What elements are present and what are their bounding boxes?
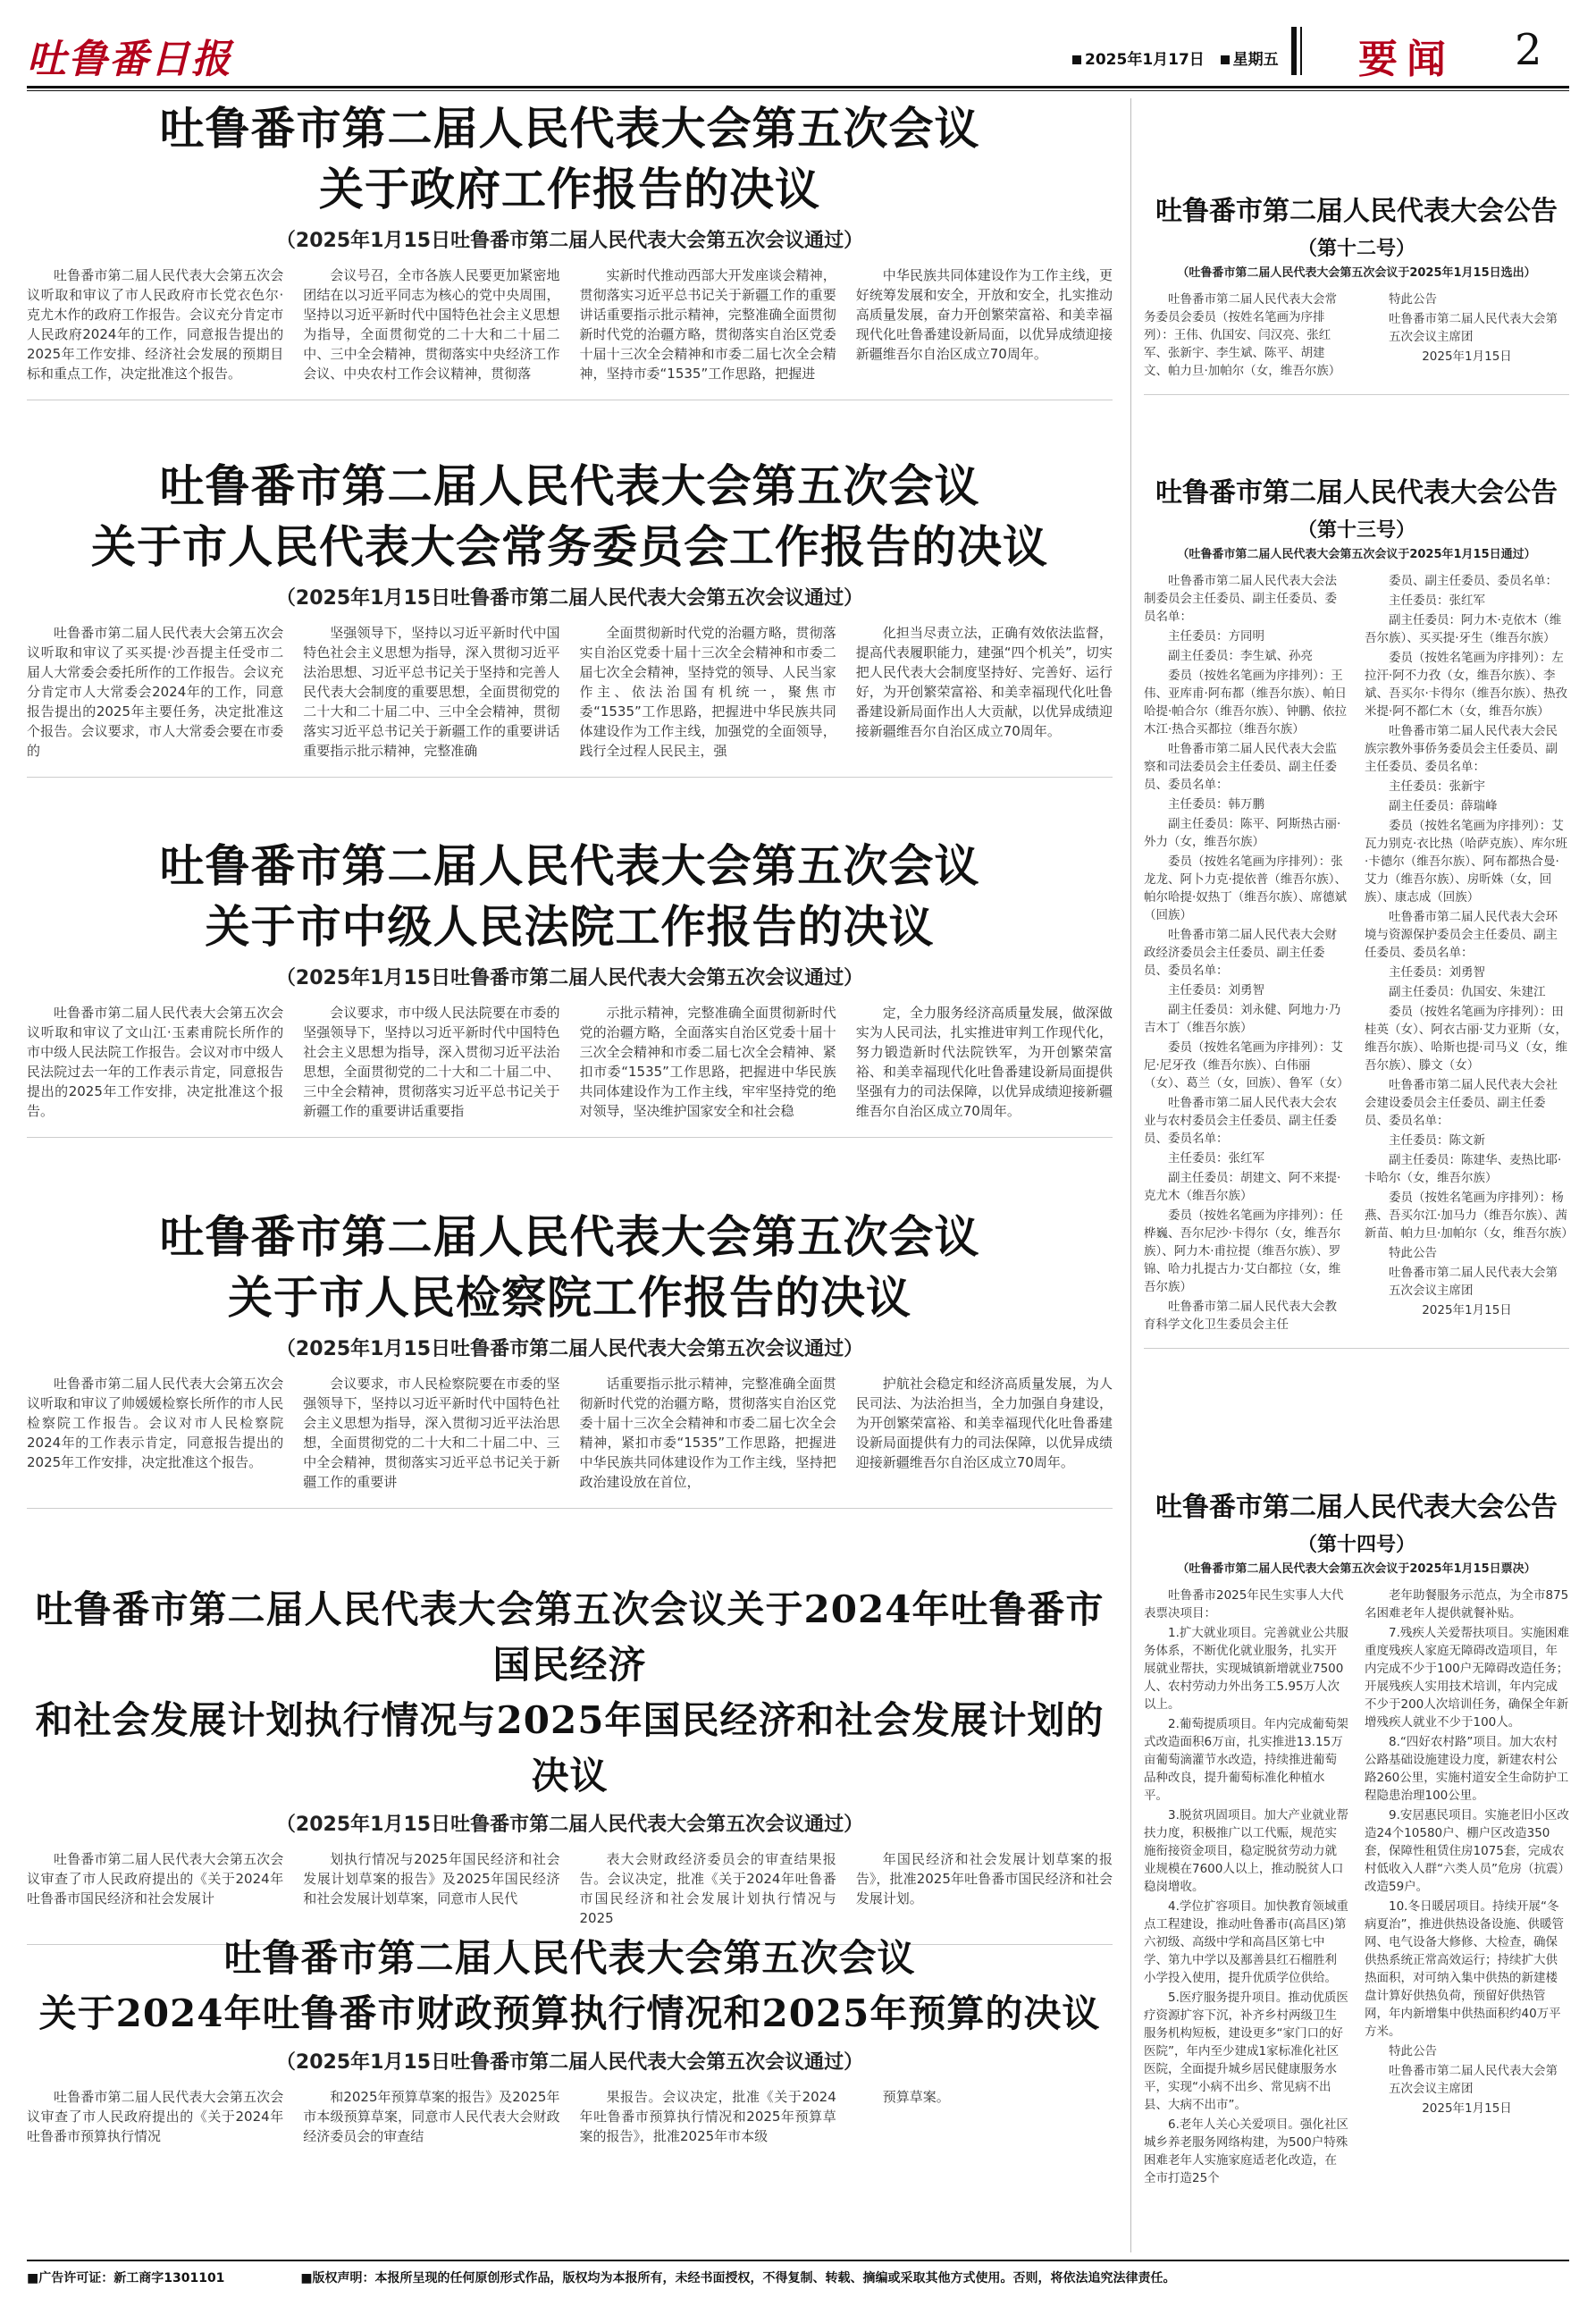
announcement-note: （吐鲁番市第二届人民代表大会第五次会议于2025年1月15日票决） xyxy=(1177,1562,1536,1576)
announcement-text: 5.医疗服务提升项目。推动优质医疗资源扩容下沉，补齐乡村两级卫生服务机构短板，建设更多“家门口的好医院”，年内至少建成1家标准化社区医院，全面提升城乡居民健康服务水平，实现“小病不出乡、常见病不出县、大病不出市”。 xyxy=(1144,1991,1348,2112)
announcement-text: 老年助餐服务示范点，为全市875名困难老年人提供就餐补贴。 xyxy=(1365,1588,1569,1620)
announcement-text: 6.老年人关心关爱项目。强化社区城乡养老服务网络构建，为500户特殊困难老年人实施家庭适老化改造，在全市打造25个 xyxy=(1144,2117,1348,2185)
article-body xyxy=(27,623,1113,761)
announcement-text: 吐鲁番市2025年民生实事人大代表票决项目： xyxy=(1144,1588,1344,1620)
paragraph: 吐鲁番市第二届人民代表大会第五次会议听取和审议了文山江·玉素甫院长所作的市中级人民法院工作报告。会议对市中级人民法院过去一年的工作表示肯定，同意报告提出的2025年工作安排，决定批准这个报告。 xyxy=(27,1005,284,1119)
announcement-text: 吐鲁番市第二届人民代表大会财政经济委员会主任委员、副主任委员、委员名单： xyxy=(1144,928,1337,978)
title-line: 关于市中级人民法院工作报告的决议 xyxy=(205,900,935,953)
announcement-text: 8.“四好农村路”项目。加大农村公路基础设施建设力度，新建农村公路260公里，实施村道安全生命防护工程隐患治理100公里。 xyxy=(1365,1735,1569,1803)
announcement-text: 吐鲁番市第二届人民代表大会监察和司法委员会主任委员、副主任委员、委员名单： xyxy=(1144,742,1337,792)
announcement-text: 特此公告 xyxy=(1389,1246,1437,1260)
announcement-text: 委员（按姓名笔画为序排列）：杨燕、吾买尔江·加马力（维吾尔族）、茜新苗、帕力旦·加帕尔（女，维吾尔族） xyxy=(1365,1191,1574,1241)
announcement-text: 委员（按姓名笔画为序排列）：艾瓦力别克·衣比热（哈萨克族）、库尔班·卡德尔（维吾尔族）、阿布都热合曼·艾力（维吾尔族）、房昕姝（女，回族）、康志成（回族） xyxy=(1365,819,1568,905)
masthead-divider-thin xyxy=(1300,27,1302,75)
ad-license: ■广告许可证：新工商字1301101 xyxy=(27,2271,225,2286)
announcement-text: 特此公告 xyxy=(1389,2044,1437,2058)
article-separator xyxy=(27,1137,1113,1138)
article-separator xyxy=(27,777,1113,778)
title-line: 吐鲁番市第二届人民代表大会第五次会议 xyxy=(159,459,980,512)
paragraph: 会议要求，市人民检察院要在市委的坚强领导下，坚持以习近平新时代中国特色社会主义思想为指导，深入贯彻习近平法治思想，全面贯彻党的二十大和二十届二中、三中全会精神，贯彻落实习近平总书记关于新疆工作的重要讲 xyxy=(303,1376,560,1490)
announcement-text: 主任委员：刘勇智 xyxy=(1168,983,1264,998)
issue-date xyxy=(1072,46,1279,69)
announcement-col-right xyxy=(1365,572,1574,1335)
article-body xyxy=(27,1849,1113,1928)
paragraph: 中华民族共同体建设作为工作主线，更好统筹发展和安全，开放和安全，扎实推动高质量发展，奋力开创繁荣富裕、和美幸福现代化吐鲁番建设新局面，以优异成绩迎接新疆维吾尔自治区成立70周年。 xyxy=(855,267,1113,362)
article-subtitle: （2025年1月15日吐鲁番市第二届人民代表大会第五次会议通过） xyxy=(275,1814,864,1836)
announcement-col-left xyxy=(1144,1587,1348,2189)
announcement-text: 主任委员：张红军 xyxy=(1168,1151,1264,1166)
article-title xyxy=(27,1931,1113,2041)
announcement-text: 吐鲁番市第二届人民代表大会环境与资源保护委员会主任委员、副主任委员、委员名单： xyxy=(1365,910,1558,960)
announcement-text: 委员（按姓名笔画为序排列）：任桦巍、吾尔尼沙·卡得尔（女，维吾尔族）、阿力木·甫拉提（维吾尔族）、罗锦、哈力扎提古力·艾白都拉（女，维吾尔族） xyxy=(1144,1208,1343,1294)
article-gov-report xyxy=(27,98,1113,400)
column-divider xyxy=(1130,98,1131,2252)
masthead-divider xyxy=(1291,27,1297,75)
article-body xyxy=(27,1003,1113,1121)
announcement-text: 委员（按姓名笔画为序排列）：田桂英（女）、阿衣古丽·艾力亚斯（女，维吾尔族）、哈斯也提·司马义（女，维吾尔族）、滕文（女） xyxy=(1365,1005,1568,1073)
article-budget xyxy=(27,1931,1113,2146)
announcement-text: 副主任委员：胡建文、阿不来提·克尤木（维吾尔族） xyxy=(1144,1171,1341,1203)
page-footer xyxy=(27,2260,1569,2286)
article-title xyxy=(27,98,1113,220)
article-title xyxy=(27,1207,1113,1328)
article-economic-plan xyxy=(27,1582,1113,1945)
announcement-title: 吐鲁番市第二届人民代表大会公告 xyxy=(1155,477,1558,509)
paragraph: 吐鲁番市第二届人民代表大会第五次会议听取和审议了市人民政府市长党衣色尔·克尤木作的政府工作报告。会议充分肯定市人民政府2024年的工作，同意报告提出的2025年工作安排、经济社会发展的预期目标和重点工作，决定批准这个报告。 xyxy=(27,267,284,382)
announcement-separator xyxy=(1144,1348,1569,1349)
announcement-text: 3.脱贫巩固项目。加大产业就业帮扶力度，积极推广以工代赈，规范实施衔接资金项目，稳定脱贫劳动力就业规模在7600人以上，推动脱贫人口稳岗增收。 xyxy=(1144,1808,1348,1894)
announcement-text: 吐鲁番市第二届人民代表大会教育科学文化卫生委员会主任 xyxy=(1144,1300,1337,1332)
top-rule xyxy=(27,86,1569,88)
announcement-text: 吐鲁番市第二届人民代表大会常务委员会委员（按姓名笔画为序排列）：王伟、仇国安、闫汉亮、张红军、张新宇、李生斌、陈平、胡建文、帕力旦·加帕尔（女，维吾尔族） xyxy=(1144,292,1341,378)
article-body xyxy=(27,2087,1113,2146)
paragraph: 护航社会稳定和经济高质量发展，为人民司法、为法治担当，全力加强自身建设，为开创繁荣富裕、和美幸福现代化吐鲁番建设新局面提供有力的司法保障，以优异成绩迎接新疆维吾尔自治区成立70周年。 xyxy=(855,1376,1113,1470)
announcement-text: 特此公告 xyxy=(1389,292,1437,307)
announcement-col-left xyxy=(1144,572,1348,1335)
article-title xyxy=(27,836,1113,957)
announcement-text: 7.残疾人关爱帮扶项目。实施困难重度残疾人家庭无障碍改造项目，年内完成不少于100户无障碍改造任务；开展残疾人实用技术培训，年内完成不少于200人次培训任务，确保全年新增残疾人就业不少于100人。 xyxy=(1365,1626,1569,1730)
announcement-number: （第十二号） xyxy=(1297,238,1415,260)
announcement-text: 吐鲁番市第二届人民代表大会社会建设委员会主任委员、副主任委员、委员名单： xyxy=(1365,1078,1558,1128)
announcement-text: 吐鲁番市第二届人民代表大会农业与农村委员会主任委员、副主任委员、委员名单： xyxy=(1144,1096,1337,1146)
announcement-text: 副主任委员：阿力木·克依木（维吾尔族）、买买提·牙生（维吾尔族） xyxy=(1365,613,1562,645)
article-subtitle: （2025年1月15日吐鲁番市第二届人民代表大会第五次会议通过） xyxy=(275,967,864,989)
paragraph: 和2025年预算草案的报告》及2025年市本级预算草案，同意市人民代表大会财政经济委员会的审查结 xyxy=(303,2089,560,2144)
date-text: 2025年1月17日 xyxy=(1085,51,1205,69)
copyright-notice-text: 版权声明：本报所呈现的任何原创形式作品，版权均为本报所有，未经书面授权，不得复制、转载、摘编或采取其他方式使用。否则，将依法追究法律责任。 xyxy=(312,2271,1176,2286)
title-line: 吐鲁番市第二届人民代表大会第五次会议 xyxy=(223,1936,916,1980)
announcement-signature: 吐鲁番市第二届人民代表大会第五次会议主席团 xyxy=(1389,1266,1558,1298)
announcement-text: 主任委员：方同明 xyxy=(1168,629,1264,644)
announcement-text: 4.学位扩容项目。加快教育领域重点工程建设，推动吐鲁番市(高昌区)第六初级、高级中学和高昌区第七中学、第九中学以及鄯善县红石榴胜利小学投入使用，提升优质学位供给。 xyxy=(1144,1899,1348,1985)
paragraph: 预算草案。 xyxy=(882,2089,950,2105)
announcement-text: 主任委员：陈文新 xyxy=(1389,1133,1485,1148)
announcement-text: 副主任委员：李生斌、孙亮 xyxy=(1168,649,1313,663)
article-npc-standing-report xyxy=(27,456,1113,778)
announcement-text: 主任委员：张红军 xyxy=(1389,593,1485,608)
announcement-text: 10.冬日暖居项目。持续开展“冬病夏治”，推进供热设备设施、供暖管网、电气设备大修修、大检查，确保供热系统正常高效运行；持续扩大供热面积，对可纳入集中供热的新建楼盘计算好供热负荷，预留好供热管网，年内新增集中供热面积约40万平方米。 xyxy=(1365,1899,1564,2039)
announcement-col-right xyxy=(1365,1587,1569,2189)
announcement-signature: 吐鲁番市第二届人民代表大会第五次会议主席团 xyxy=(1389,2064,1558,2096)
announcement-separator xyxy=(1144,394,1569,395)
title-line: 关于政府工作报告的决议 xyxy=(319,163,820,215)
announcement-text: 委员（按姓名笔画为序排列）：左拉汗·阿不力孜（女，维吾尔族）、李斌、吾买尔·卡得尔（维吾尔族）、热孜米提·阿不都仁木（女，维吾尔族） xyxy=(1365,651,1568,719)
ad-license-text: 广告许可证：新工商字1301101 xyxy=(38,2271,225,2286)
section-name: 要闻 xyxy=(1358,37,1455,82)
announcement-text: 2.葡萄提质项目。年内完成葡萄架式改造面积6万亩，扎实推进13.15万亩葡萄滴灌节水改造，持续推进葡萄品种改良，提升葡萄标准化种植水平。 xyxy=(1144,1717,1348,1803)
article-title xyxy=(27,1582,1113,1804)
announcement-text: 委员（按姓名笔画为序排列）：王伟、亚库甫·阿布都（维吾尔族）、帕日哈提·帕合尔（维吾尔族）、钟鹏、依拉木江·热合买都拉（维吾尔族） xyxy=(1144,669,1348,737)
announcement-note: （吐鲁番市第二届人民代表大会第五次会议于2025年1月15日选出） xyxy=(1177,266,1536,280)
copyright-notice: ■版权声明：本报所呈现的任何原创形式作品，版权均为本报所有，未经书面授权，不得复制、转载、摘编或采取其他方式使用。否则，将依法追究法律责任。 xyxy=(300,2271,1176,2286)
announcement-text: 副主任委员：薛瑞峰 xyxy=(1389,799,1498,813)
announcement-text: 委员（按姓名笔画为序排列）：张龙龙、阿卜力克·提依普（维吾尔族）、帕尔哈提·奴热丁（维吾尔族）、席德斌（回族） xyxy=(1144,854,1348,922)
announcement-13 xyxy=(1144,474,1574,1361)
title-line: 吐鲁番市第二届人民代表大会第五次会议 xyxy=(159,1210,980,1263)
footer-rule xyxy=(27,2260,1569,2261)
announcement-text: 1.扩大就业项目。完善就业公共服务体系，不断优化就业服务，扎实开展就业帮扶，实现城镇新增就业7500人、农村劳动力外出务工5.95万人次以上。 xyxy=(1144,1626,1348,1712)
announcement-title: 吐鲁番市第二届人民代表大会公告 xyxy=(1155,1492,1558,1523)
announcement-text: 吐鲁番市第二届人民代表大会法制委员会主任委员、副主任委员、委员名单： xyxy=(1144,574,1337,624)
paragraph: 吐鲁番市第二届人民代表大会第五次会议听取和审议了买买提·沙吾提主任受市二届人大常委会委托所作的工作报告。会议充分肯定市人大常委会2024年的工作，同意报告提出的2025年主要任务，决定批准这个报告。会议要求，市人大常委会要在市委的 xyxy=(27,625,284,759)
title-line: 吐鲁番市第二届人民代表大会第五次会议关于2024年吐鲁番市国民经济 xyxy=(35,1587,1105,1687)
title-line: 关于市人民检察院工作报告的决议 xyxy=(228,1271,911,1324)
masthead xyxy=(27,20,1569,82)
article-title xyxy=(27,456,1113,577)
article-subtitle: （2025年1月15日吐鲁番市第二届人民代表大会第五次会议通过） xyxy=(275,1338,864,1360)
article-subtitle: （2025年1月15日吐鲁番市第二届人民代表大会第五次会议通过） xyxy=(275,2051,864,2074)
article-subtitle: （2025年1月15日吐鲁番市第二届人民代表大会第五次会议通过） xyxy=(275,587,864,610)
announcement-text: 委员（按姓名笔画为序排列）：艾尼·尼牙孜（维吾尔族）、白伟丽（女）、葛兰（女，回族）、鲁军（女） xyxy=(1144,1040,1349,1090)
announcement-text: 9.安居惠民项目。实施老旧小区改造24个10580户、棚户区改造350套，保障性租赁住房1075套，完成农村低收入人群“六类人员”危房（抗震）改造59户。 xyxy=(1365,1808,1569,1894)
announcement-text: 主任委员：韩万鹏 xyxy=(1168,797,1264,812)
announcement-text: 吐鲁番市第二届人民代表大会民族宗教外事侨务委员会主任委员、副主任委员、委员名单： xyxy=(1365,724,1558,774)
announcement-note: （吐鲁番市第二届人民代表大会第五次会议于2025年1月15日通过） xyxy=(1177,548,1536,561)
paragraph: 定，全力服务经济高质量发展，做深做实为人民司法，扎实推进审判工作现代化，努力锻造新时代法院铁军，为开创繁荣富裕、和美幸福现代化吐鲁番建设新局面提供坚强有力的司法保障，以优异成绩迎接新疆维吾尔自治区成立70周年。 xyxy=(855,1005,1113,1119)
announcement-title: 吐鲁番市第二届人民代表大会公告 xyxy=(1155,196,1558,227)
page-number: 2 xyxy=(1515,25,1542,75)
title-line: 吐鲁番市第二届人民代表大会第五次会议 xyxy=(159,102,980,155)
announcement-text: 委员、副主任委员、委员名单： xyxy=(1389,574,1558,588)
announcement-date: 2025年1月15日 xyxy=(1422,2101,1512,2116)
announcement-text: 副主任委员：刘永健、阿地力·乃吉木丁（维吾尔族） xyxy=(1144,1003,1341,1035)
announcement-body xyxy=(1144,290,1569,382)
announcement-text: 主任委员：刘勇智 xyxy=(1389,965,1485,980)
announcement-text: 副主任委员：陈建华、麦热比耶·卡哈尔（女，维吾尔族） xyxy=(1365,1153,1562,1185)
paragraph: 会议号召，全市各族人民要更加紧密地团结在以习近平同志为核心的党中央周围，坚持以习近平新时代中国特色社会主义思想为指导，全面贯彻党的二十大和二十届二中、三中全会精神，贯彻落实中央经济工作会议、中央农村工作会议精神，贯彻落 xyxy=(303,267,560,382)
paragraph: 示批示精神，完整准确全面贯彻新时代党的治疆方略，全面落实自治区党委十届十三次全会精神和市委二届七次全会精神、紧扣市委“1535”工作思路，把握进中华民族共同体建设作为工作主线，牢牢坚持党的绝对领导，坚决维护国家安全和社会稳 xyxy=(579,1005,836,1119)
article-procuratorate-report xyxy=(27,1207,1113,1509)
announcement-body xyxy=(1144,572,1574,1335)
paragraph: 吐鲁番市第二届人民代表大会第五次会议听取和审议了帅媛媛检察长所作的市人民检察院工作报告。会议对市人民检察院2024年的工作表示肯定，同意报告提出的2025年工作安排，决定批准这个报告。 xyxy=(27,1376,284,1470)
title-line: 关于2024年吐鲁番市财政预算执行情况和2025年预算的决议 xyxy=(38,1991,1101,2035)
announcement-body xyxy=(1144,1587,1569,2189)
article-body xyxy=(27,1374,1113,1492)
paragraph: 实新时代推动西部大开发座谈会精神，贯彻落实习近平总书记关于新疆工作的重要讲话重要指示批示精神，完整准确全面贯彻新时代党的治疆方略，贯彻落实自治区党委十届十三次全会精神和市委二届七次全会精神，坚持市委“1535”工作思路，把握进 xyxy=(579,267,836,382)
paragraph: 会议要求，市中级人民法院要在市委的坚强领导下，坚持以习近平新时代中国特色社会主义思想为指导，深入贯彻习近平法治思想，全面贯彻党的二十大和二十届二中、三中全会精神，贯彻落实习近平总书记关于新疆工作的重要讲话重要指 xyxy=(303,1005,560,1119)
announcement-number: （第十三号） xyxy=(1297,519,1415,542)
paragraph: 表大会财政经济委员会的审查结果报告。会议决定，批准《关于2024年吐鲁番市国民经济和社会发展计划执行情况与2025 xyxy=(579,1851,836,1926)
announcement-text: 副主任委员：陈平、阿斯热古丽·外力（女，维吾尔族） xyxy=(1144,817,1341,849)
announcement-12 xyxy=(1144,192,1569,408)
article-subtitle: （2025年1月15日吐鲁番市第二届人民代表大会第五次会议通过） xyxy=(275,230,864,252)
title-line: 吐鲁番市第二届人民代表大会第五次会议 xyxy=(159,839,980,892)
announcement-signature: 吐鲁番市第二届人民代表大会第五次会议主席团 xyxy=(1389,312,1558,344)
article-body xyxy=(27,265,1113,383)
title-line: 和社会发展计划执行情况与2025年国民经济和社会发展计划的决议 xyxy=(35,1698,1105,1797)
paragraph: 全面贯彻新时代党的治疆方略，贯彻落实自治区党委十届十三次全会精神和市委二届七次全会精神，坚持党的领导、人民当家作主、依法治国有机统一，聚焦市委“1535”工作思路，把握进中华民族共同体建设作为工作主线，加强党的全面领导，践行全过程人民民主，强 xyxy=(579,625,836,759)
paragraph: 吐鲁番市第二届人民代表大会第五次会议审查了市人民政府提出的《关于2024年吐鲁番市国民经济和社会发展计 xyxy=(27,1851,284,1907)
paragraph: 年国民经济和社会发展计划草案的报告》，批准2025年吐鲁番市国民经济和社会发展计划。 xyxy=(855,1851,1113,1907)
article-court-report xyxy=(27,836,1113,1138)
paragraph: 果报告。会议决定，批准《关于2024年吐鲁番市预算执行情况和2025年预算草案的报告》，批准2025年市本级 xyxy=(579,2089,836,2144)
announcement-date: 2025年1月15日 xyxy=(1422,1303,1512,1317)
announcement-text: 主任委员：张新宇 xyxy=(1389,779,1485,794)
announcement-col-right xyxy=(1365,290,1569,382)
weekday-text: 星期五 xyxy=(1232,51,1279,69)
paragraph: 坚强领导下，坚持以习近平新时代中国特色社会主义思想为指导，深入贯彻习近平法治思想、习近平总书记关于坚持和完善人民代表大会制度的重要思想，全面贯彻党的二十大和二十届二中、三中全会精神，贯彻落实习近平总书记关于新疆工作的重要讲话重要指示批示精神，完整准确 xyxy=(303,625,560,759)
paragraph: 化担当尽责立法，正确有效依法监督，提高代表履职能力，建强“四个机关”，切实把人民代表大会制度坚持好、完善好、运行好，为开创繁荣富裕、和美幸福现代化吐鲁番建设新局面作出人大贡献，以优异成绩迎接新疆维吾尔自治区成立70周年。 xyxy=(855,625,1113,739)
paragraph: 划执行情况与2025年国民经济和社会发展计划草案的报告》及2025年国民经济和社会发展计划草案，同意市人民代 xyxy=(303,1851,560,1907)
newspaper-logo: 吐鲁番日报 xyxy=(27,37,232,82)
square-bullet-icon xyxy=(1221,55,1230,64)
title-line: 关于市人民代表大会常务委员会工作报告的决议 xyxy=(91,520,1048,573)
announcement-col-left xyxy=(1144,290,1348,382)
square-bullet-icon xyxy=(1072,55,1081,64)
paragraph: 吐鲁番市第二届人民代表大会第五次会议审查了市人民政府提出的《关于2024年吐鲁番市预算执行情况 xyxy=(27,2089,284,2144)
paragraph: 话重要指示批示精神，完整准确全面贯彻新时代党的治疆方略，贯彻落实自治区党委十届十三次全会精神和市委二届七次全会精神，紧扣市委“1535”工作思路，把握进中华民族共同体建设作为工作主线，坚持把政治建设放在首位， xyxy=(579,1376,836,1490)
announcement-date: 2025年1月15日 xyxy=(1422,349,1512,364)
article-separator xyxy=(27,1508,1113,1509)
announcement-14 xyxy=(1144,1488,1569,2189)
announcement-number: （第十四号） xyxy=(1297,1534,1415,1556)
announcement-text: 副主任委员：仇国安、朱建江 xyxy=(1389,985,1546,999)
top-rule-thin xyxy=(27,90,1569,91)
